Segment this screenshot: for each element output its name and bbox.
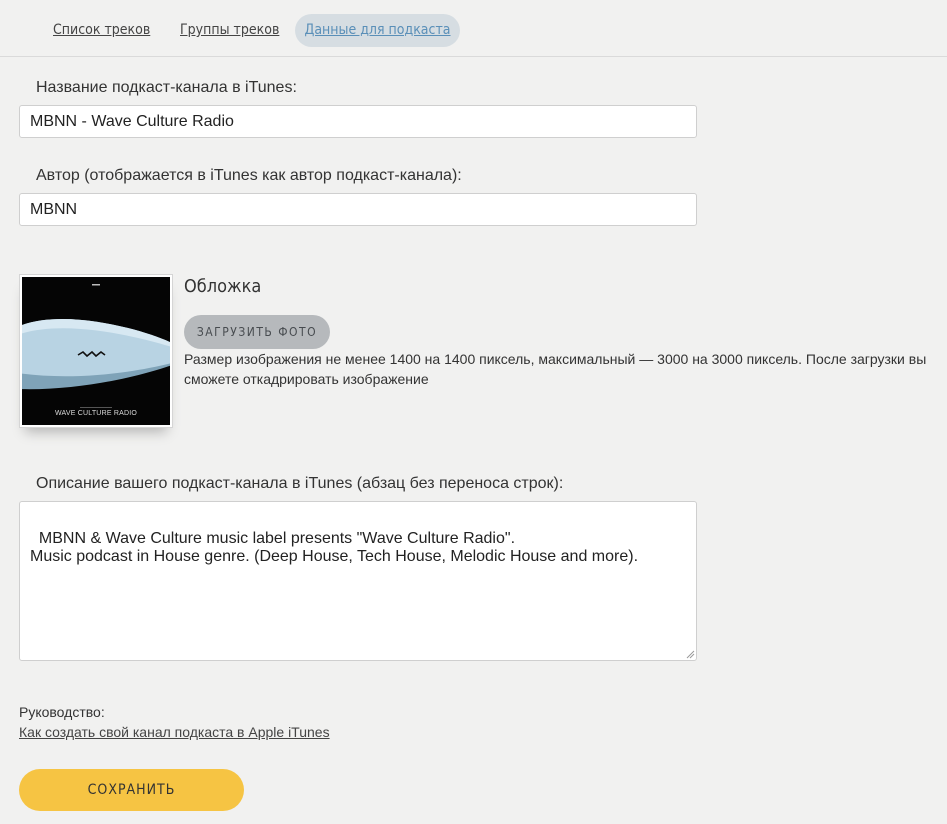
tab-track-groups[interactable]: Группы треков	[180, 22, 280, 38]
cover-artwork	[22, 277, 170, 425]
tab-podcast-data[interactable]: Данные для подкаста	[295, 14, 460, 47]
tab-track-list[interactable]: Список треков	[53, 22, 151, 38]
itunes-name-label: Название подкаст-канала в iTunes:	[36, 79, 297, 96]
cover-image	[19, 274, 173, 428]
resize-grip-icon[interactable]	[685, 649, 695, 659]
cover-title: Обложка	[184, 276, 262, 297]
guide-label: Руководство:	[19, 704, 105, 720]
cover-hint-text: Размер изображения не менее 1400 на 1400 пиксель, максимальный — 3000 на 3000 пиксель. После загрузки вы сможете откадрировать изображение	[184, 351, 927, 387]
itunes-name-input[interactable]	[19, 105, 697, 138]
save-button[interactable]: СОХРАНИТЬ	[19, 769, 244, 811]
guide-link[interactable]: Как создать свой канал подкаста в Apple iTunes	[19, 724, 330, 740]
description-text: MBNN & Wave Culture music label presents "Wave Culture Radio". Music podcast in House genre. (Deep House, Tech House, Melodic House and more).	[30, 530, 639, 565]
upload-photo-button[interactable]: ЗАГРУЗИТЬ ФОТО	[184, 315, 330, 349]
author-input[interactable]	[19, 193, 697, 226]
tab-bar	[0, 0, 947, 57]
author-label: Автор (отображается в iTunes как автор подкаст-канала):	[36, 167, 462, 184]
description-textarea[interactable]	[19, 501, 697, 661]
description-label: Описание вашего подкаст-канала в iTunes (абзац без переноса строк):	[36, 475, 564, 492]
cover-caption: WAVE CULTURE RADIO	[54, 410, 138, 417]
